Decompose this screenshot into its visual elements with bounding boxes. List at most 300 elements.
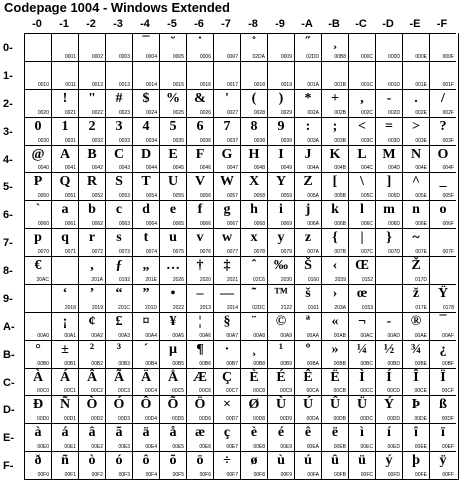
char-cell xyxy=(375,89,402,117)
char-glyph: º xyxy=(305,341,311,357)
char-cell xyxy=(321,256,348,284)
char-glyph: › xyxy=(332,285,338,301)
char-glyph: ž xyxy=(412,285,420,301)
unicode-code: 0061 xyxy=(64,221,76,228)
char-cell xyxy=(105,145,132,173)
char-cell xyxy=(402,228,429,256)
unicode-code: 0152 xyxy=(361,276,373,283)
unicode-code: 007D xyxy=(388,249,400,255)
column-header: -6 xyxy=(194,18,204,30)
unicode-code: 0005 xyxy=(172,53,184,60)
unicode-code: 0063 xyxy=(118,221,130,228)
unicode-code: 00E1 xyxy=(64,444,76,451)
char-glyph: w xyxy=(221,230,233,246)
char-cell xyxy=(321,200,348,228)
unicode-code: 0007 xyxy=(226,53,238,60)
char-cell xyxy=(51,61,78,89)
char-glyph: û xyxy=(331,453,339,469)
unicode-code: 0059 xyxy=(280,193,292,200)
char-glyph: u xyxy=(169,230,177,246)
unicode-code: 00A1 xyxy=(64,332,76,339)
char-cell xyxy=(240,284,267,312)
char-glyph: Ï xyxy=(440,369,446,385)
unicode-code: 00BB xyxy=(333,360,346,367)
unicode-code: 00CA xyxy=(306,388,319,395)
char-cell xyxy=(213,423,240,451)
char-glyph: ì xyxy=(360,425,364,441)
char-cell xyxy=(51,33,78,61)
char-cell xyxy=(348,200,375,228)
char-glyph: & xyxy=(194,90,206,106)
unicode-code: 2030 xyxy=(280,276,292,283)
char-cell xyxy=(159,256,186,284)
char-glyph: ‰ xyxy=(274,258,288,273)
unicode-code: 001D xyxy=(388,81,400,88)
char-glyph: Ê xyxy=(303,369,313,385)
unicode-code: 0027 xyxy=(226,109,238,116)
char-cell xyxy=(78,340,105,368)
unicode-code: 0037 xyxy=(226,137,238,144)
char-glyph: ¨ xyxy=(251,313,257,329)
char-cell xyxy=(429,340,456,368)
char-glyph: Ó xyxy=(113,397,125,413)
row-header: 5- xyxy=(3,181,13,194)
char-cell xyxy=(51,368,78,396)
char-cell xyxy=(186,451,213,479)
unicode-code: 2020 xyxy=(199,276,211,283)
unicode-code: 0021 xyxy=(64,109,76,116)
char-cell xyxy=(78,451,105,479)
char-glyph: Ô xyxy=(140,397,152,413)
char-cell xyxy=(186,61,213,89)
unicode-code: 00B8 xyxy=(253,360,265,367)
column-header: -A xyxy=(301,18,313,30)
char-glyph: k xyxy=(331,202,339,218)
char-glyph: è xyxy=(250,425,258,441)
unicode-code: 0161 xyxy=(307,304,319,311)
unicode-code: 00C6 xyxy=(199,388,211,395)
unicode-code: 002E xyxy=(415,109,427,116)
unicode-code: 002D xyxy=(388,109,400,116)
char-cell xyxy=(105,117,132,145)
char-cell xyxy=(78,395,105,423)
char-glyph: « xyxy=(331,313,339,329)
char-cell xyxy=(213,89,240,117)
unicode-code: 00A4 xyxy=(145,332,157,339)
char-cell xyxy=(132,451,159,479)
char-glyph: ¯ xyxy=(439,313,447,329)
char-cell xyxy=(78,89,105,117)
char-glyph: J xyxy=(304,146,312,162)
char-glyph: ª xyxy=(305,313,311,329)
row-header: 4- xyxy=(3,153,13,166)
char-cell xyxy=(213,172,240,200)
unicode-code: 002C xyxy=(361,109,373,116)
char-cell xyxy=(132,117,159,145)
unicode-code: 00AB xyxy=(333,332,346,339)
char-cell xyxy=(294,340,321,368)
char-cell xyxy=(267,423,294,451)
unicode-code: 0042 xyxy=(91,165,103,172)
char-cell xyxy=(24,145,51,173)
unicode-code: 000C xyxy=(361,53,373,60)
char-cell xyxy=(348,312,375,340)
char-glyph: { xyxy=(332,230,338,246)
char-glyph: ± xyxy=(61,341,69,357)
char-cell xyxy=(159,395,186,423)
unicode-code: 004C xyxy=(361,165,373,172)
unicode-code: 02DA xyxy=(252,53,265,60)
unicode-code: 006A xyxy=(307,221,319,228)
unicode-code: 0070 xyxy=(37,249,49,255)
char-glyph: 8 xyxy=(250,118,258,134)
char-cell xyxy=(321,284,348,312)
unicode-code: 0006 xyxy=(199,53,211,60)
unicode-code: 0064 xyxy=(145,221,157,228)
char-glyph: ã xyxy=(115,425,123,441)
unicode-code: 000D xyxy=(388,53,400,60)
unicode-code: 00C1 xyxy=(64,388,76,395)
char-cell xyxy=(348,33,375,61)
char-glyph: ç xyxy=(223,425,231,441)
char-glyph: Ÿ xyxy=(437,285,449,301)
char-glyph: j xyxy=(305,202,311,218)
char-cell xyxy=(78,312,105,340)
unicode-code: 0050 xyxy=(37,193,49,200)
char-glyph: 2 xyxy=(88,118,96,134)
unicode-code: 0036 xyxy=(199,137,211,144)
char-glyph: | xyxy=(360,230,364,246)
unicode-code: 2014 xyxy=(226,304,238,311)
char-cell xyxy=(159,145,186,173)
char-cell xyxy=(105,228,132,256)
char-cell xyxy=(321,145,348,173)
unicode-code: 00BC xyxy=(360,360,373,367)
unicode-code: 003B xyxy=(334,137,346,144)
char-glyph: ‹ xyxy=(332,258,338,273)
char-cell xyxy=(429,33,456,61)
char-glyph: f xyxy=(197,202,203,218)
unicode-code: 00F5 xyxy=(172,472,184,478)
char-glyph: H xyxy=(248,146,260,162)
unicode-code: 0031 xyxy=(64,137,76,144)
char-cell xyxy=(159,451,186,479)
char-cell xyxy=(429,423,456,451)
char-cell xyxy=(240,33,267,61)
unicode-code: 0011 xyxy=(65,81,76,88)
char-cell xyxy=(51,395,78,423)
unicode-code: 00F1 xyxy=(64,472,76,478)
char-glyph: õ xyxy=(169,453,177,469)
char-cell xyxy=(375,200,402,228)
unicode-code: 006E xyxy=(415,221,427,228)
char-glyph: ú xyxy=(304,453,312,469)
char-glyph: 9 xyxy=(277,118,285,134)
char-glyph: · xyxy=(224,341,230,357)
unicode-code: 0069 xyxy=(280,221,292,228)
char-cell xyxy=(348,451,375,479)
char-cell xyxy=(78,256,105,284)
char-glyph: , xyxy=(360,90,364,106)
char-glyph: ² xyxy=(89,341,95,357)
char-glyph: µ xyxy=(168,341,178,357)
char-glyph: Á xyxy=(59,369,71,385)
unicode-code: 0054 xyxy=(145,193,157,200)
char-cell xyxy=(105,256,132,284)
unicode-code: 00AC xyxy=(360,332,373,339)
unicode-code: 00A6 xyxy=(199,332,211,339)
char-glyph: ~ xyxy=(412,230,420,246)
char-cell xyxy=(402,284,429,312)
unicode-code: 0016 xyxy=(199,81,211,88)
char-glyph: Å xyxy=(167,369,179,385)
unicode-code: 00AF xyxy=(442,332,454,339)
unicode-code: 00CF xyxy=(441,388,454,395)
column-header: -7 xyxy=(221,18,231,30)
unicode-code: 00D5 xyxy=(172,416,184,423)
char-cell xyxy=(78,117,105,145)
char-cell xyxy=(267,340,294,368)
char-glyph: 5 xyxy=(169,118,177,134)
char-glyph: g xyxy=(223,202,231,218)
unicode-code: 0051 xyxy=(64,193,76,200)
unicode-code: 2021 xyxy=(226,276,238,283)
unicode-code: 0047 xyxy=(226,165,238,172)
char-glyph: ‡ xyxy=(223,258,231,273)
char-cell xyxy=(348,172,375,200)
char-glyph: ä xyxy=(142,425,150,441)
char-glyph: N xyxy=(410,146,422,162)
row-header: F- xyxy=(3,460,14,473)
char-glyph: o xyxy=(439,202,447,218)
char-glyph: î xyxy=(414,425,418,441)
unicode-code: 00A2 xyxy=(91,332,103,339)
char-cell xyxy=(375,368,402,396)
char-cell xyxy=(402,33,429,61)
char-cell xyxy=(402,451,429,479)
char-cell xyxy=(213,256,240,284)
char-cell xyxy=(267,89,294,117)
column-header: -3 xyxy=(113,18,123,30)
char-cell xyxy=(267,256,294,284)
unicode-code: 00A8 xyxy=(253,332,265,339)
unicode-code: 0052 xyxy=(91,193,103,200)
unicode-code: 00E6 xyxy=(199,444,211,451)
unicode-code: 00E7 xyxy=(226,444,238,451)
char-glyph: r xyxy=(88,230,96,246)
unicode-code: 2013 xyxy=(199,304,211,311)
char-cell xyxy=(375,172,402,200)
char-cell xyxy=(132,200,159,228)
unicode-code: 0057 xyxy=(226,193,238,200)
char-cell xyxy=(294,200,321,228)
char-cell xyxy=(375,395,402,423)
char-glyph: ) xyxy=(278,90,284,106)
unicode-code: 00A7 xyxy=(226,332,238,339)
char-cell xyxy=(51,200,78,228)
char-cell xyxy=(375,312,402,340)
unicode-code: 00FA xyxy=(307,472,319,478)
unicode-code: 00F3 xyxy=(118,472,130,478)
unicode-code: 00F0 xyxy=(37,472,49,478)
unicode-code: 0072 xyxy=(91,249,103,255)
char-glyph: ¥ xyxy=(169,313,177,329)
char-cell xyxy=(105,451,132,479)
char-cell xyxy=(267,172,294,200)
char-cell xyxy=(105,200,132,228)
char-cell xyxy=(429,256,456,284)
char-cell xyxy=(186,340,213,368)
char-cell xyxy=(402,312,429,340)
char-cell xyxy=(429,89,456,117)
char-glyph: ÿ xyxy=(439,453,447,469)
char-cell xyxy=(348,145,375,173)
unicode-code: 0046 xyxy=(199,165,211,172)
char-glyph: P xyxy=(33,174,43,190)
char-cell xyxy=(24,395,51,423)
char-cell xyxy=(402,423,429,451)
char-glyph: ù xyxy=(277,453,285,469)
unicode-code: 00E9 xyxy=(280,444,292,451)
char-cell xyxy=(186,33,213,61)
char-glyph: ˆ xyxy=(251,258,257,273)
char-glyph: † xyxy=(196,258,204,273)
char-cell xyxy=(348,395,375,423)
unicode-code: 0192 xyxy=(118,276,130,283)
char-glyph: R xyxy=(86,174,98,190)
unicode-code: 00AD xyxy=(387,332,400,339)
char-glyph: X xyxy=(248,174,260,190)
unicode-code: 2018 xyxy=(64,304,76,311)
unicode-code: 00C0 xyxy=(37,388,49,395)
char-cell xyxy=(105,312,132,340)
char-cell xyxy=(402,368,429,396)
unicode-code: 004E xyxy=(415,165,427,172)
char-glyph: @ xyxy=(31,146,45,162)
char-cell xyxy=(267,228,294,256)
unicode-code: 005D xyxy=(388,193,400,200)
char-cell xyxy=(402,89,429,117)
char-glyph: Z xyxy=(303,174,313,190)
char-cell xyxy=(294,117,321,145)
unicode-code: 00D8 xyxy=(253,416,265,423)
char-glyph: ° xyxy=(35,341,41,357)
unicode-code: 2026 xyxy=(172,276,184,283)
char-cell xyxy=(267,145,294,173)
char-cell xyxy=(375,284,402,312)
unicode-code: 001F xyxy=(442,81,454,88)
unicode-code: 0078 xyxy=(253,249,265,255)
char-glyph: e xyxy=(169,202,177,218)
char-cell xyxy=(429,451,456,479)
char-cell xyxy=(132,340,159,368)
char-cell xyxy=(186,145,213,173)
unicode-code: 00DD xyxy=(387,416,400,423)
char-cell xyxy=(267,395,294,423)
char-glyph: É xyxy=(276,369,286,385)
unicode-code: 00C7 xyxy=(226,388,238,395)
unicode-code: 004A xyxy=(307,165,319,172)
char-cell xyxy=(240,256,267,284)
char-glyph: Ð xyxy=(32,397,44,413)
char-glyph: M xyxy=(382,146,396,162)
char-cell xyxy=(132,395,159,423)
unicode-code: 00EA xyxy=(306,444,319,451)
page-title: Codepage 1004 - Windows Extended xyxy=(4,0,230,15)
char-cell xyxy=(159,368,186,396)
char-cell xyxy=(24,172,51,200)
char-glyph: ] xyxy=(386,174,392,190)
char-glyph: ü xyxy=(358,453,366,469)
char-glyph: ¿ xyxy=(439,341,447,357)
char-glyph: š xyxy=(305,285,311,301)
char-cell xyxy=(186,284,213,312)
char-cell xyxy=(186,423,213,451)
char-glyph: Í xyxy=(386,369,392,385)
char-glyph: U xyxy=(167,174,179,190)
unicode-code: 201D xyxy=(145,304,157,311)
unicode-code: 0049 xyxy=(280,165,292,172)
char-glyph: ß xyxy=(439,397,447,413)
unicode-code: 00E4 xyxy=(145,444,157,451)
char-glyph: é xyxy=(277,425,285,441)
char-cell xyxy=(159,284,186,312)
unicode-code: 00F6 xyxy=(199,472,211,478)
unicode-code: 00F7 xyxy=(226,472,238,478)
unicode-code: 0153 xyxy=(361,304,373,311)
char-glyph: ½ xyxy=(383,341,395,357)
unicode-code: 0018 xyxy=(253,81,265,88)
char-glyph: × xyxy=(223,397,231,413)
unicode-code: 00B1 xyxy=(64,360,76,367)
unicode-code: 0067 xyxy=(226,221,238,228)
unicode-code: 20AC xyxy=(36,276,49,283)
unicode-code: 00B8 xyxy=(334,53,346,60)
char-cell xyxy=(159,423,186,451)
unicode-code: 00EE xyxy=(414,444,427,451)
unicode-code: 00BA xyxy=(306,360,319,367)
unicode-code: 00D7 xyxy=(226,416,238,423)
char-cell xyxy=(348,340,375,368)
char-glyph: 1 xyxy=(61,118,69,134)
char-glyph: Ã xyxy=(113,369,125,385)
char-cell xyxy=(132,172,159,200)
unicode-code: 00F8 xyxy=(253,472,265,478)
char-glyph: Â xyxy=(86,369,98,385)
char-glyph: W xyxy=(220,174,234,190)
char-glyph: G xyxy=(221,146,233,162)
char-cell xyxy=(24,61,51,89)
char-glyph: ó xyxy=(115,453,123,469)
char-cell xyxy=(240,61,267,89)
char-glyph: ÷ xyxy=(223,453,231,469)
unicode-code: 005B xyxy=(334,193,346,200)
unicode-code: 0048 xyxy=(253,165,265,172)
unicode-code: 00FC xyxy=(360,472,373,478)
unicode-code: 005F xyxy=(442,193,454,200)
unicode-code: 0038 xyxy=(253,137,265,144)
char-cell xyxy=(51,145,78,173)
char-cell xyxy=(402,145,429,173)
char-cell xyxy=(267,33,294,61)
char-cell xyxy=(267,368,294,396)
char-glyph: 6 xyxy=(196,118,204,134)
char-cell xyxy=(51,172,78,200)
char-cell xyxy=(51,284,78,312)
char-glyph: ¶ xyxy=(196,341,204,357)
char-glyph: l xyxy=(360,202,364,218)
unicode-code: 00E0 xyxy=(37,444,49,451)
